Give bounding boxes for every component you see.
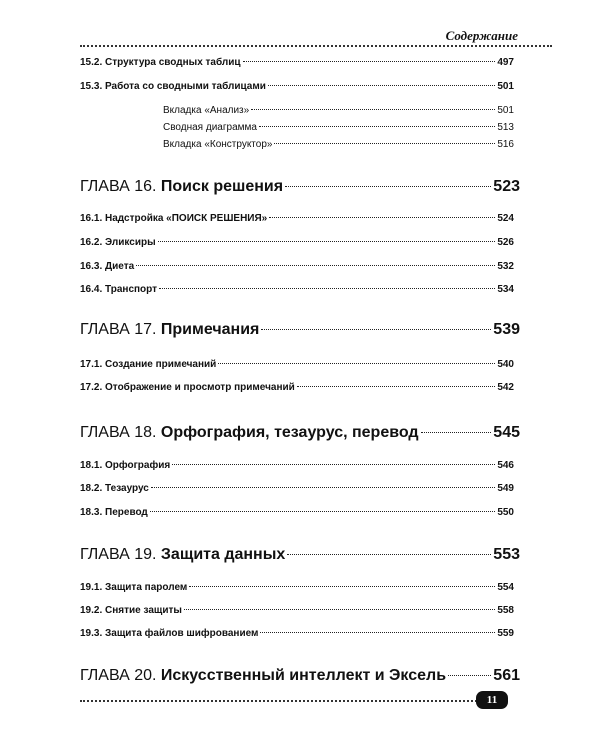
dot-leader xyxy=(136,265,495,266)
toc-entry-label: 18.1. Орфография xyxy=(80,460,171,471)
toc-page-number: 513 xyxy=(497,122,514,133)
dot-leader xyxy=(285,186,491,187)
toc-entry-label: 18.2. Тезаурус xyxy=(80,483,149,494)
chapter-prefix: ГЛАВА 19. xyxy=(80,546,157,563)
toc-entry-label: 16.2. Эликсиры xyxy=(80,237,156,248)
dot-leader xyxy=(260,632,495,633)
toc-entry-18-3[interactable] xyxy=(80,507,514,518)
dot-leader xyxy=(172,464,495,465)
toc-page-number: 549 xyxy=(497,483,514,494)
toc-page-number: 559 xyxy=(497,628,514,639)
toc-entry-16-2[interactable] xyxy=(80,237,514,248)
toc-chapter-16[interactable] xyxy=(80,178,520,196)
dot-leader xyxy=(218,363,495,364)
toc-page-number: 516 xyxy=(497,139,514,150)
chapter-title xyxy=(80,667,446,685)
chapter-name: Поиск решения xyxy=(160,178,284,195)
toc-entry-16-4[interactable] xyxy=(80,284,514,295)
dot-leader xyxy=(243,61,496,62)
toc-entry-label: 17.2. Отображение и просмотр примечаний xyxy=(80,382,295,393)
dot-leader xyxy=(189,586,495,587)
toc-entry-16-3[interactable] xyxy=(80,261,514,272)
toc-entry-19-3[interactable] xyxy=(80,628,514,639)
toc-page-number: 534 xyxy=(497,284,514,295)
toc-entry-16-1[interactable] xyxy=(80,213,514,224)
toc-chapter-17[interactable] xyxy=(80,321,520,339)
toc-chapter-18[interactable] xyxy=(80,424,520,442)
toc-entry-label: 15.2. Структура сводных таблиц xyxy=(80,57,241,68)
dot-leader xyxy=(259,126,495,127)
toc-entry-label: 19.3. Защита файлов шифрованием xyxy=(80,628,259,639)
toc-entry-label: Вкладка «Анализ» xyxy=(163,105,250,116)
chapter-name: Примечания xyxy=(160,321,260,338)
dot-leader xyxy=(159,288,495,289)
toc-entry-label: Сводная диаграмма xyxy=(163,122,257,133)
dot-leader xyxy=(448,675,491,676)
running-header: Содержание xyxy=(445,28,518,43)
toc-page-number: 545 xyxy=(493,424,520,441)
toc-entry-label: 18.3. Перевод xyxy=(80,507,148,518)
chapter-name: Защита данных xyxy=(160,546,286,563)
page-number-badge: 11 xyxy=(476,691,508,709)
header-divider xyxy=(80,45,552,47)
dot-leader xyxy=(297,386,496,387)
toc-page-number: 501 xyxy=(497,105,514,116)
dot-leader xyxy=(268,85,495,86)
chapter-prefix: ГЛАВА 16. xyxy=(80,178,157,195)
toc-page-number: 550 xyxy=(497,507,514,518)
toc-page-number: 546 xyxy=(497,460,514,471)
toc-chapter-19[interactable] xyxy=(80,546,520,564)
toc-chapter-20[interactable] xyxy=(80,667,520,685)
toc-entry-label: 16.4. Транспорт xyxy=(80,284,158,295)
dot-leader xyxy=(269,217,495,218)
toc-page-number: 542 xyxy=(497,382,514,393)
chapter-title xyxy=(80,424,419,442)
toc-page-number: 524 xyxy=(497,213,514,224)
toc-entry-19-1[interactable] xyxy=(80,582,514,593)
toc-entry-17-1[interactable] xyxy=(80,359,514,370)
toc-entry-label: 17.1. Создание примечаний xyxy=(80,359,217,370)
chapter-title xyxy=(80,321,259,339)
dot-leader xyxy=(158,241,496,242)
toc-page-number: 501 xyxy=(497,81,514,92)
toc-page-number: 532 xyxy=(497,261,514,272)
toc-entry-18-2[interactable] xyxy=(80,483,514,494)
dot-leader xyxy=(274,143,495,144)
chapter-title xyxy=(80,546,285,564)
dot-leader xyxy=(421,432,492,433)
footer-divider xyxy=(80,700,480,702)
chapter-prefix: ГЛАВА 18. xyxy=(80,424,157,441)
toc-page-number: 497 xyxy=(497,57,514,68)
dot-leader xyxy=(251,109,495,110)
toc-entry-15-3[interactable] xyxy=(80,81,514,92)
toc-subentry-analysis-tab[interactable] xyxy=(163,105,514,116)
toc-entry-label: 19.2. Снятие защиты xyxy=(80,605,182,616)
dot-leader xyxy=(184,609,495,610)
toc-subentry-designer-tab[interactable] xyxy=(163,139,514,150)
toc-subentry-pivot-chart[interactable] xyxy=(163,122,514,133)
toc-entry-label: 15.3. Работа со сводными таблицами xyxy=(80,81,266,92)
toc-page-number: 553 xyxy=(493,546,520,563)
chapter-title xyxy=(80,178,283,196)
toc-entry-label: 16.3. Диета xyxy=(80,261,135,272)
toc-page-number: 558 xyxy=(497,605,514,616)
chapter-name: Орфография, тезаурус, перевод xyxy=(160,424,419,441)
toc-entry-15-2[interactable] xyxy=(80,57,514,68)
toc-page-number: 526 xyxy=(497,237,514,248)
chapter-prefix: ГЛАВА 20. xyxy=(80,667,157,684)
dot-leader xyxy=(150,511,496,512)
dot-leader xyxy=(261,329,491,330)
toc-entry-label: Вкладка «Конструктор» xyxy=(163,139,273,150)
toc-page-number: 539 xyxy=(493,321,520,338)
dot-leader xyxy=(287,554,491,555)
toc-page-number: 561 xyxy=(493,667,520,684)
toc-page-number: 540 xyxy=(497,359,514,370)
toc-entry-17-2[interactable] xyxy=(80,382,514,393)
toc-entry-label: 16.1. Надстройка «ПОИСК РЕШЕНИЯ» xyxy=(80,213,268,224)
chapter-name: Искусственный интеллект и Эксель xyxy=(160,667,447,684)
toc-page-number: 523 xyxy=(493,178,520,195)
toc-entry-19-2[interactable] xyxy=(80,605,514,616)
toc-entry-18-1[interactable] xyxy=(80,460,514,471)
dot-leader xyxy=(151,487,495,488)
toc-entry-label: 19.1. Защита паролем xyxy=(80,582,188,593)
toc-page-number: 554 xyxy=(497,582,514,593)
chapter-prefix: ГЛАВА 17. xyxy=(80,321,157,338)
